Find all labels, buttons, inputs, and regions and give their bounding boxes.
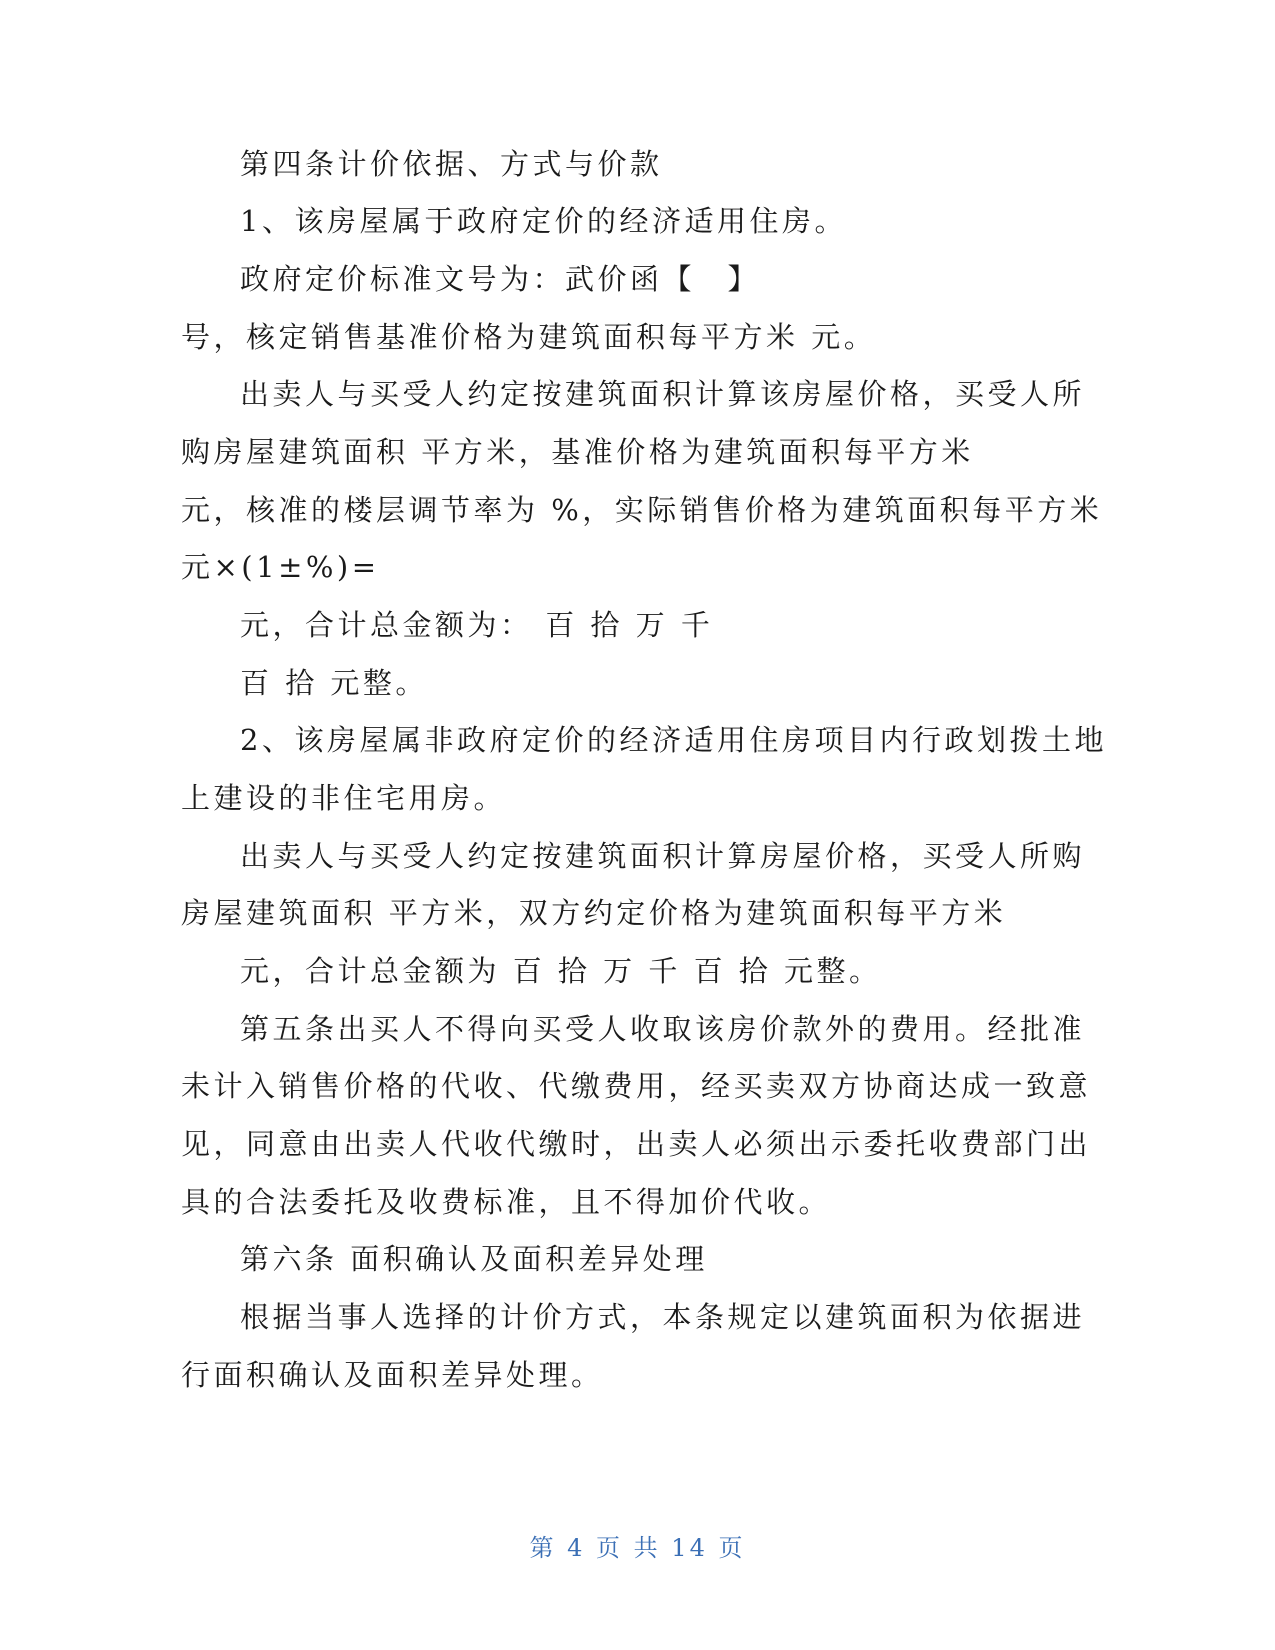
- paragraph-line: 未计入销售价格的代收、代缴费用，经买卖双方协商达成一致意: [181, 1069, 1092, 1103]
- paragraph-line: 出卖人与买受人约定按建筑面积计算房屋价格，买受人所购: [240, 839, 1086, 873]
- paragraph-line: 根据当事人选择的计价方式，本条规定以建筑面积为依据进: [240, 1300, 1086, 1334]
- article-6-heading: 第六条 面积确认及面积差异处理: [240, 1242, 708, 1276]
- page-number-footer: 第 4 页 共 14 页: [529, 1534, 746, 1562]
- paragraph-line: 号，核定销售基准价格为建筑面积每平方米 元。: [181, 320, 877, 354]
- paragraph-line: 元，核准的楼层调节率为 %，实际销售价格为建筑面积每平方米: [181, 493, 1103, 527]
- paragraph-line: 购房屋建筑面积 平方米，基准价格为建筑面积每平方米: [181, 435, 974, 469]
- paragraph-line: 房屋建筑面积 平方米，双方约定价格为建筑面积每平方米: [181, 896, 1007, 930]
- paragraph-line: 元，合计总金额为： 百 拾 万 千: [240, 608, 714, 642]
- paragraph-line: 百 拾 元整。: [240, 666, 428, 700]
- paragraph-line: 政府定价标准文号为：武价函【 】: [240, 262, 761, 296]
- paragraph-line: 元，合计总金额为 百 拾 万 千 百 拾 元整。: [240, 954, 882, 988]
- paragraph-line: 出卖人与买受人约定按建筑面积计算该房屋价格，买受人所: [240, 377, 1086, 411]
- paragraph-line: 具的合法委托及收费标准，且不得加价代收。: [181, 1185, 832, 1219]
- article-4-heading: 第四条计价依据、方式与价款: [240, 147, 663, 181]
- paragraph-line: 行面积确认及面积差异处理。: [181, 1358, 604, 1392]
- paragraph-line: 元×(1±%)=: [181, 550, 380, 584]
- article-5-line: 第五条出买人不得向买受人收取该房价款外的费用。经批准: [240, 1012, 1086, 1046]
- paragraph-line: 上建设的非住宅用房。: [181, 781, 507, 815]
- paragraph-line: 见，同意由出卖人代收代缴时，出卖人必须出示委托收费部门出: [181, 1127, 1092, 1161]
- paragraph-line: 1、该房屋属于政府定价的经济适用住房。: [240, 204, 847, 238]
- paragraph-line: 2、该房屋属非政府定价的经济适用住房项目内行政划拨土地: [240, 723, 1107, 757]
